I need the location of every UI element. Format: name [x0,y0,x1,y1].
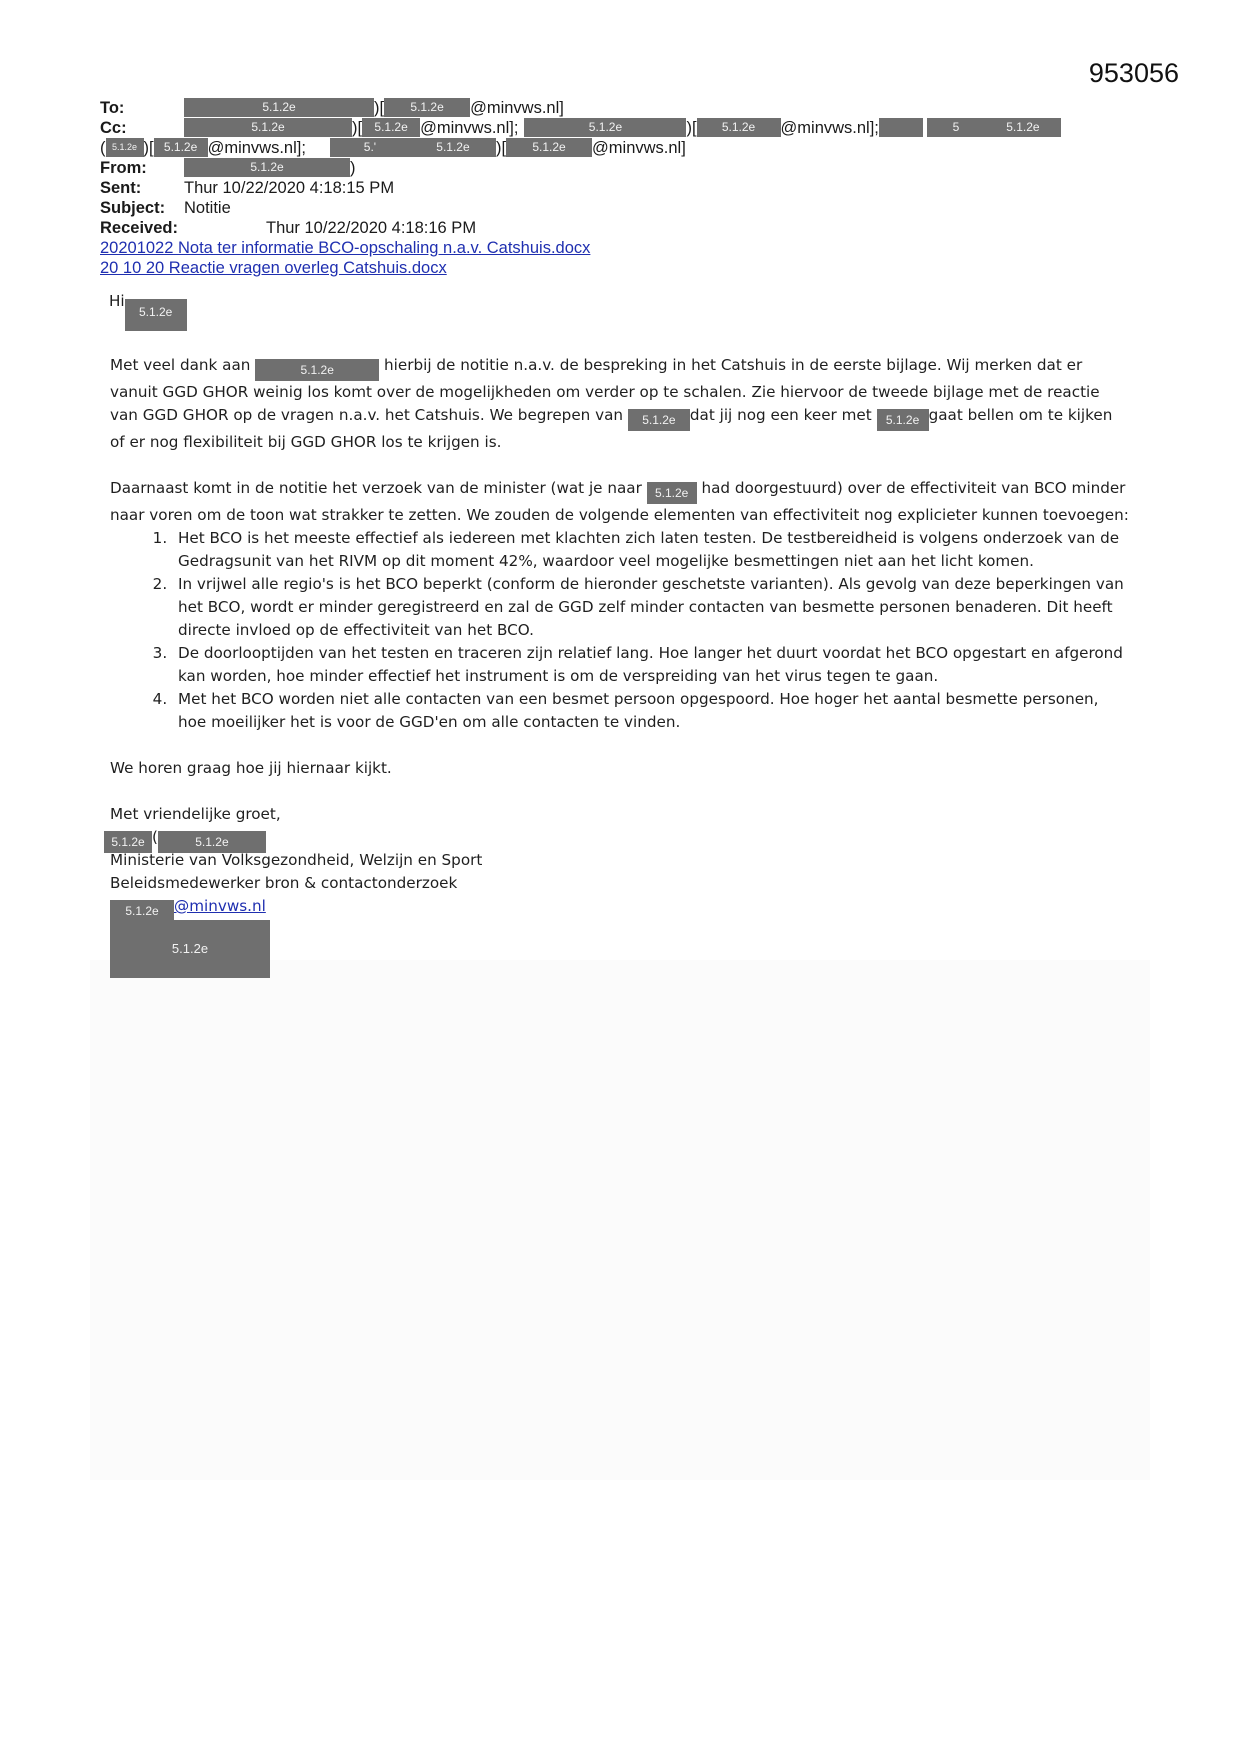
list-item: 1. Het BCO is het meeste effectief als iedereen met klachten zich laten testen. De testbereidheid is volgens onderzoek van de Gedragsunit van het RIVM op dit moment 42%, waardoor veel mogelijke besmettingen niet aan het licht komen. [172,527,1130,573]
from-row [100,158,1140,178]
attachment-link[interactable]: 20201022 Nota ter informatie BCO-opschaling n.a.v. Catshuis.docx [100,239,591,257]
signature-name-row [104,826,1130,849]
redaction-box: 5.' [330,138,410,157]
cc-label: Cc: [100,119,127,137]
cc-row-2 [100,138,1140,158]
redaction-box: 5.1.2e [506,138,592,157]
sent-row [100,178,1140,198]
cc-domain: @minvws.nl]; [780,119,879,137]
email-link[interactable]: @minvws.nl [174,897,266,915]
paragraph-text: hierbij de notitie n.a.v. de bespreking in het Catshuis in de eerste bijlage. Wij merken dat er vanuit GGD GHOR weinig los komt over de mogelijkheden om verder op te schalen. Zie hiervoor de tweede bijlage met de reactie van GGD GHOR op de vragen n.a.v. het Catshuis. We begrepen van [110,356,1100,424]
greeting-text: Hi [109,292,125,310]
paragraph-text: gaat bellen om te kijken of er nog flexibiliteit bij GGD GHOR los te krijgen is. [110,406,1113,451]
cc-domain: @minvws.nl]; [207,139,306,157]
document-number: 953056 [1088,58,1179,88]
redaction-box: 5.1.2e [628,409,690,431]
cc-separator: )[ [495,139,507,157]
regards: Met vriendelijke groet, [110,805,281,823]
signature-paren: ( [152,828,158,846]
paragraph-text: Met veel dank aan [110,356,251,374]
signature [110,803,1130,978]
cc-domain: @minvws.nl] [592,139,686,157]
paragraph-text: had doorgestuurd) over de effectiviteit van BCO minder naar voren om de toon wat strakker te zetten. We zouden de volgende elementen van effectiviteit nog explicieter kunnen toevoegen: [110,479,1129,524]
redaction-box: 5.1.2e [110,920,270,978]
paragraph-1 [110,354,1130,454]
list-item: 4. Met het BCO worden niet alle contacten van een besmet persoon opgespoord. Hoe hoger het aantal besmette personen, hoe moeilijker het is voor de GGD'en om alle contacten te vinden. [172,688,1130,734]
email-body [110,290,1130,978]
to-label: To: [100,99,125,117]
redaction-box: 5.1.2e [154,138,208,157]
to-domain: @minvws.nl] [470,99,564,117]
attachment-row [100,238,1140,258]
paragraph-2 [110,477,1130,527]
redaction-box: 5.1.2e [524,118,686,137]
cc-separator: )[ [352,119,363,137]
redaction-box: 5.1.2e [647,482,697,504]
redaction-box: 5.1.2e [255,359,379,381]
redaction-box: 5.1.2e [158,831,266,853]
redaction-box: 5.1.2e [184,158,350,177]
attachment-row [100,258,1140,278]
redaction-box: 5.1.2e [110,900,174,922]
sent-label: Sent: [100,179,142,197]
redaction-box: 5.1.2e [106,138,144,157]
redaction-box: 5.1.2e [104,831,152,853]
redaction-box: 5.1.2e [877,409,929,431]
subject-label: Subject: [100,199,166,217]
cc-row-1 [100,118,1140,138]
list-item: 3. De doorlooptijden van het testen en traceren zijn relatief lang. Hoe langer het duurt voordat het BCO opgestart en afgerond kan worden, hoe minder effectief het instrument is om de verspreiding van het virus tegen te gaan. [172,642,1130,688]
subject-row [100,198,1140,218]
redaction-box: 5.1.2e [985,118,1061,137]
redaction-box: 5.1.2e [410,138,496,157]
page-background-shade [90,960,1150,1480]
received-value: Thur 10/22/2020 4:18:16 PM [266,219,477,237]
cc-domain: @minvws.nl]; [420,119,519,137]
redaction-box: 5.1.2e [384,98,470,117]
received-label: Received: [100,219,178,237]
closing-line: We horen graag hoe jij hiernaar kijkt. [110,759,392,777]
ministry-name: Ministerie van Volksgezondheid, Welzijn en Sport [110,851,483,869]
cc-separator: )[ [686,119,697,137]
greeting [109,290,1130,331]
list-item: 2. In vrijwel alle regio's is het BCO beperkt (conform de hieronder geschetste varianten). Als gevolg van deze beperkingen van het BCO, wordt er minder geregistreerd en zal de GGD zelf minder contacten van besmette personen benaderen. Dit heeft directe invloed op de effectiviteit van het BCO. [172,573,1130,642]
job-title: Beleidsmedewerker bron & contactonderzoek [110,874,458,892]
paragraph-text: dat jij nog een keer met [689,406,872,424]
redaction-box: 5.1.2e [184,118,352,137]
cc-open-paren: ( [100,139,106,157]
to-separator: )[ [374,99,385,117]
email-row [110,895,1130,918]
from-close-paren: ) [350,159,356,177]
to-row [100,98,1140,118]
paragraph-text: Daarnaast komt in de notitie het verzoek van de minister (wat je naar [110,479,642,497]
redaction-box: 5.1.2e [697,118,781,137]
redaction-box: 5.1.2e [125,299,187,331]
redaction-box: 5.1.2e [184,98,374,117]
received-row [100,218,1140,238]
redaction-box [879,118,923,137]
from-label: From: [100,159,147,177]
attachment-link[interactable]: 20 10 20 Reactie vragen overleg Catshuis.docx [100,259,447,277]
sent-value: Thur 10/22/2020 4:18:15 PM [184,179,395,197]
email-header [100,98,1140,278]
cc-separator: )[ [143,139,154,157]
subject-value: Notitie [184,199,231,217]
redaction-box: 5 [927,118,985,137]
redaction-box: 5.1.2e [362,118,420,137]
effectiveness-list [110,527,1130,734]
